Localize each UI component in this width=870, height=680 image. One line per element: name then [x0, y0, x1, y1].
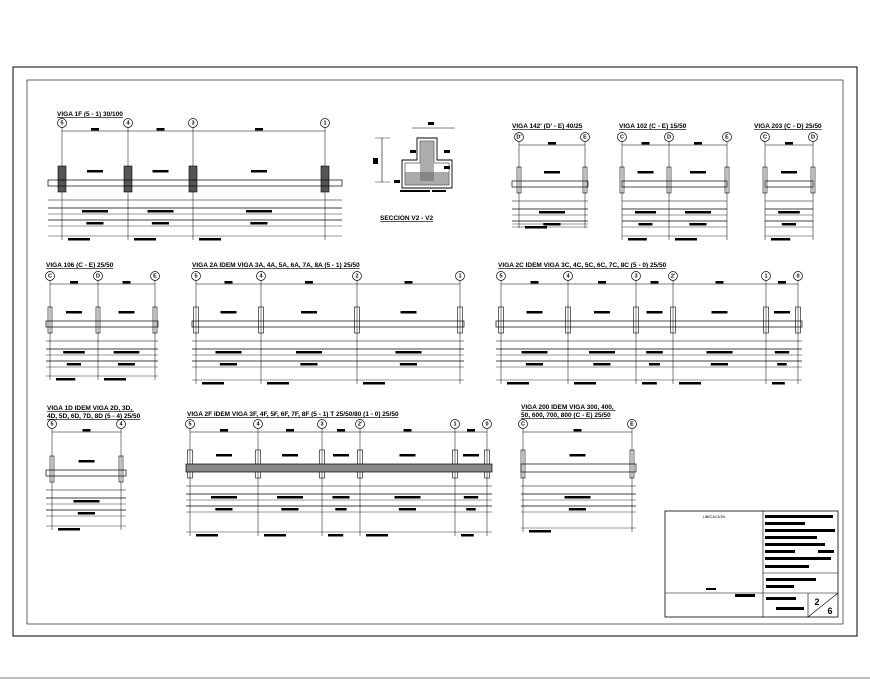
axis-label: 5 — [499, 273, 503, 280]
span-label — [642, 382, 657, 385]
span-label — [679, 382, 701, 385]
title-viga-2f: VIGA 2F IDEM VIGA 3F, 4F, 5F, 6F, 7F, 8F (5 - 1) T 25/50/80 (1 - 0) 25/50 — [187, 411, 399, 418]
rebar-label — [685, 211, 711, 214]
rebar-label — [707, 351, 733, 354]
rebar-label — [114, 351, 140, 354]
dimension-label — [405, 281, 413, 284]
title-viga-2c: VIGA 2C IDEM VIGA 3C, 4C, 5C, 6C, 7C, 8C (5 - 0) 25/50 — [498, 262, 667, 269]
axis-label: 4 — [119, 421, 123, 428]
dimension-label — [531, 281, 539, 284]
rebar-label — [638, 223, 652, 226]
span-label — [202, 382, 224, 385]
rebar-label — [593, 363, 610, 366]
dimension-label — [785, 142, 793, 145]
axis-label: 2' — [357, 421, 363, 428]
axis-label: 5 — [194, 273, 198, 280]
axis-label: 4 — [566, 273, 570, 280]
title-block-location-label: UBICACION — [702, 514, 726, 519]
span-label — [68, 238, 90, 241]
beam-v1d — [46, 420, 126, 531]
title-viga-142: VIGA 142' (D' - E) 40/25 — [512, 123, 583, 130]
column — [58, 166, 66, 192]
stirrup-label — [333, 454, 349, 457]
rebar-label — [689, 223, 706, 226]
section-v2-detail — [373, 122, 455, 192]
beam-body — [622, 181, 727, 187]
stirrup-label — [301, 311, 317, 314]
span-label — [196, 534, 218, 537]
axis-label: 1 — [458, 273, 462, 280]
rebar-label — [543, 223, 560, 226]
rebar-label — [464, 496, 478, 499]
title-viga-200-line-2: 50, 600, 700, 800 (C - E) 25/50 — [521, 412, 611, 419]
span-label — [363, 382, 385, 385]
rebar-label — [526, 363, 543, 366]
dimension-label — [778, 281, 786, 284]
axis-label: D' — [516, 134, 522, 141]
dimension-label — [286, 429, 294, 432]
rebar-label — [396, 351, 422, 354]
title-viga-1f: VIGA 1F (5 - 1) 30/100 — [57, 111, 123, 118]
dimension-label — [91, 128, 99, 131]
axis-label: 2 — [355, 273, 359, 280]
sheet-number: 2 — [814, 597, 820, 607]
stirrup-label — [570, 454, 586, 457]
dimension-label — [157, 128, 165, 131]
span-label — [264, 534, 286, 537]
stirrup-label — [66, 311, 82, 314]
rebar-label — [86, 222, 103, 225]
stirrup-label — [87, 170, 103, 173]
axis-label: C — [521, 421, 525, 428]
beam-v1f — [48, 119, 342, 241]
rebar-label — [635, 211, 656, 214]
span-label — [199, 238, 221, 241]
rebar-label — [589, 351, 615, 354]
stirrup-label — [251, 170, 267, 173]
axis-label: D — [667, 134, 671, 141]
span-label — [507, 382, 529, 385]
beam-body — [192, 321, 464, 327]
span-label — [529, 530, 551, 533]
rebar-label — [777, 363, 787, 366]
axis-label: C — [763, 134, 767, 141]
span-label — [574, 382, 596, 385]
beam-body — [46, 321, 158, 327]
sheet-total: 6 — [827, 606, 833, 616]
rebar-label — [335, 508, 346, 511]
dimension-label — [337, 429, 345, 432]
dimension-label — [225, 281, 233, 284]
stirrup-label — [153, 170, 169, 173]
stirrup-label — [712, 311, 728, 314]
span-label — [675, 238, 697, 241]
dimension-label — [574, 429, 582, 432]
span-label — [461, 534, 474, 537]
span-label — [267, 382, 289, 385]
axis-label: 3 — [320, 421, 324, 428]
span-label — [104, 378, 126, 381]
rebar-label — [522, 351, 548, 354]
dimension-label — [83, 429, 91, 432]
column — [321, 166, 329, 192]
axis-label: E — [583, 134, 587, 141]
title-viga-203: VIGA 203 (C - D) 25/50 — [754, 123, 822, 130]
rebar-label — [152, 222, 169, 225]
axis-label: E — [630, 421, 634, 428]
beam-body — [496, 321, 802, 327]
span-label — [56, 378, 75, 381]
stirrup-label — [401, 311, 417, 314]
stirrup-label — [119, 311, 135, 314]
beam-v2a — [192, 272, 465, 385]
axis-label: C — [620, 134, 624, 141]
axis-label: D — [96, 273, 100, 280]
span-label — [525, 226, 547, 229]
dimension-label — [123, 281, 131, 284]
stirrup-label — [216, 454, 232, 457]
axis-label: 4 — [259, 273, 263, 280]
axis-label: 5 — [50, 421, 54, 428]
beam-v2f — [186, 420, 493, 537]
rebar-label — [215, 508, 232, 511]
rebar-label — [82, 210, 108, 213]
dimension-label — [548, 142, 556, 145]
beam-v142 — [512, 133, 590, 229]
rebar-label — [277, 496, 303, 499]
span-label — [771, 238, 790, 241]
beam-v203 — [761, 133, 818, 241]
rebar-label — [399, 508, 416, 511]
span-label — [58, 528, 80, 531]
rebar-label — [400, 363, 417, 366]
rebar-label — [63, 351, 85, 354]
dimension-label — [651, 281, 659, 284]
dimension-label — [255, 128, 263, 131]
rebar-label — [216, 351, 242, 354]
rebar-label — [565, 496, 591, 499]
rebar-label — [332, 496, 349, 499]
span-label — [366, 534, 388, 537]
stirrup-label — [221, 311, 237, 314]
title-viga-1d — [47, 405, 141, 420]
beam-body — [521, 464, 636, 472]
axis-label: 5 — [60, 120, 64, 127]
span-label — [328, 534, 343, 537]
rebar-label — [67, 363, 81, 366]
span-label — [134, 238, 156, 241]
span-label — [628, 238, 647, 241]
rebar-label — [539, 211, 565, 214]
stirrup-label — [781, 171, 797, 174]
dimension-label — [694, 142, 702, 145]
beam-body — [512, 181, 588, 187]
rebar-label — [649, 363, 660, 366]
beam-body — [186, 464, 492, 472]
stirrup-label — [647, 311, 663, 314]
axis-label: E — [725, 134, 729, 141]
axis-label: C — [48, 273, 52, 280]
stirrup-label — [79, 460, 95, 463]
rebar-label — [395, 496, 421, 499]
rebar-label — [118, 363, 135, 366]
axis-label: D — [811, 134, 815, 141]
stirrup-label — [638, 171, 654, 174]
title-viga-102: VIGA 102 (C - E) 15/50 — [619, 123, 687, 130]
dimension-label — [70, 281, 78, 284]
rebar-label — [250, 222, 267, 225]
rebar-label — [74, 500, 100, 503]
stirrup-label — [282, 454, 298, 457]
rebar-label — [646, 351, 663, 354]
dimension-label — [467, 429, 475, 432]
beam-v2c — [496, 272, 803, 385]
axis-label: 0 — [796, 273, 800, 280]
axis-label: 1 — [764, 273, 768, 280]
axis-label: 0 — [485, 421, 489, 428]
stirrup-label — [463, 454, 479, 457]
column — [124, 166, 132, 192]
beam-v106 — [46, 272, 160, 381]
axis-label: 2' — [670, 273, 676, 280]
title-viga-106: VIGA 106 (C - E) 25/50 — [46, 262, 114, 269]
stirrup-label — [527, 311, 543, 314]
axis-label: 4 — [126, 120, 130, 127]
beam-body — [765, 181, 813, 187]
stirrup-label — [544, 171, 560, 174]
title-viga-1d-line-2: 4D, 5D, 6D, 7D, 8D (5 - 4) 25/50 — [47, 413, 141, 420]
rebar-label — [466, 508, 476, 511]
rebar-label — [300, 363, 317, 366]
title-viga-1d-line-1: VIGA 1D IDEM VIGA 2D, 3D, — [47, 405, 133, 412]
title-viga-200-line-1: VIGA 200 IDEM VIGA 300, 400, — [521, 404, 614, 411]
dimension-label — [642, 142, 650, 145]
rebar-label — [211, 496, 237, 499]
dimension-label — [404, 429, 412, 432]
rebar-label — [246, 210, 272, 213]
stirrup-label — [400, 454, 416, 457]
axis-label: 4 — [256, 421, 260, 428]
rebar-label — [775, 351, 789, 354]
stirrup-label — [774, 311, 790, 314]
axis-label: 5 — [188, 421, 192, 428]
title-block — [665, 511, 838, 617]
stirrup-label — [594, 311, 610, 314]
beam-v102 — [618, 133, 732, 241]
axis-label: 3 — [634, 273, 638, 280]
stirrup-label — [690, 171, 706, 174]
rebar-label — [782, 223, 796, 226]
rebar-label — [296, 351, 322, 354]
axis-label: 3 — [191, 120, 195, 127]
rebar-label — [148, 210, 174, 213]
column — [189, 166, 197, 192]
dimension-label — [598, 281, 606, 284]
beam-body — [46, 470, 126, 476]
dimension-label — [305, 281, 313, 284]
dimension-label — [716, 281, 724, 284]
axis-label: 1 — [323, 120, 327, 127]
title-viga-200 — [521, 404, 616, 419]
beam-v200 — [519, 420, 637, 533]
dimension-label — [220, 429, 228, 432]
rebar-label — [281, 508, 298, 511]
rebar-label — [711, 363, 728, 366]
title-viga-2a: VIGA 2A IDEM VIGA 3A, 4A, 5A, 6A, 7A, 8A (5 - 1) 25/50 — [192, 262, 360, 269]
rebar-label — [569, 508, 586, 511]
rebar-label — [78, 512, 95, 515]
span-label — [772, 382, 785, 385]
rebar-label — [220, 363, 237, 366]
title-seccion-v2: SECCION V2 - V2 — [380, 215, 434, 222]
axis-label: E — [153, 273, 157, 280]
axis-label: 1 — [453, 421, 457, 428]
rebar-label — [778, 211, 800, 214]
